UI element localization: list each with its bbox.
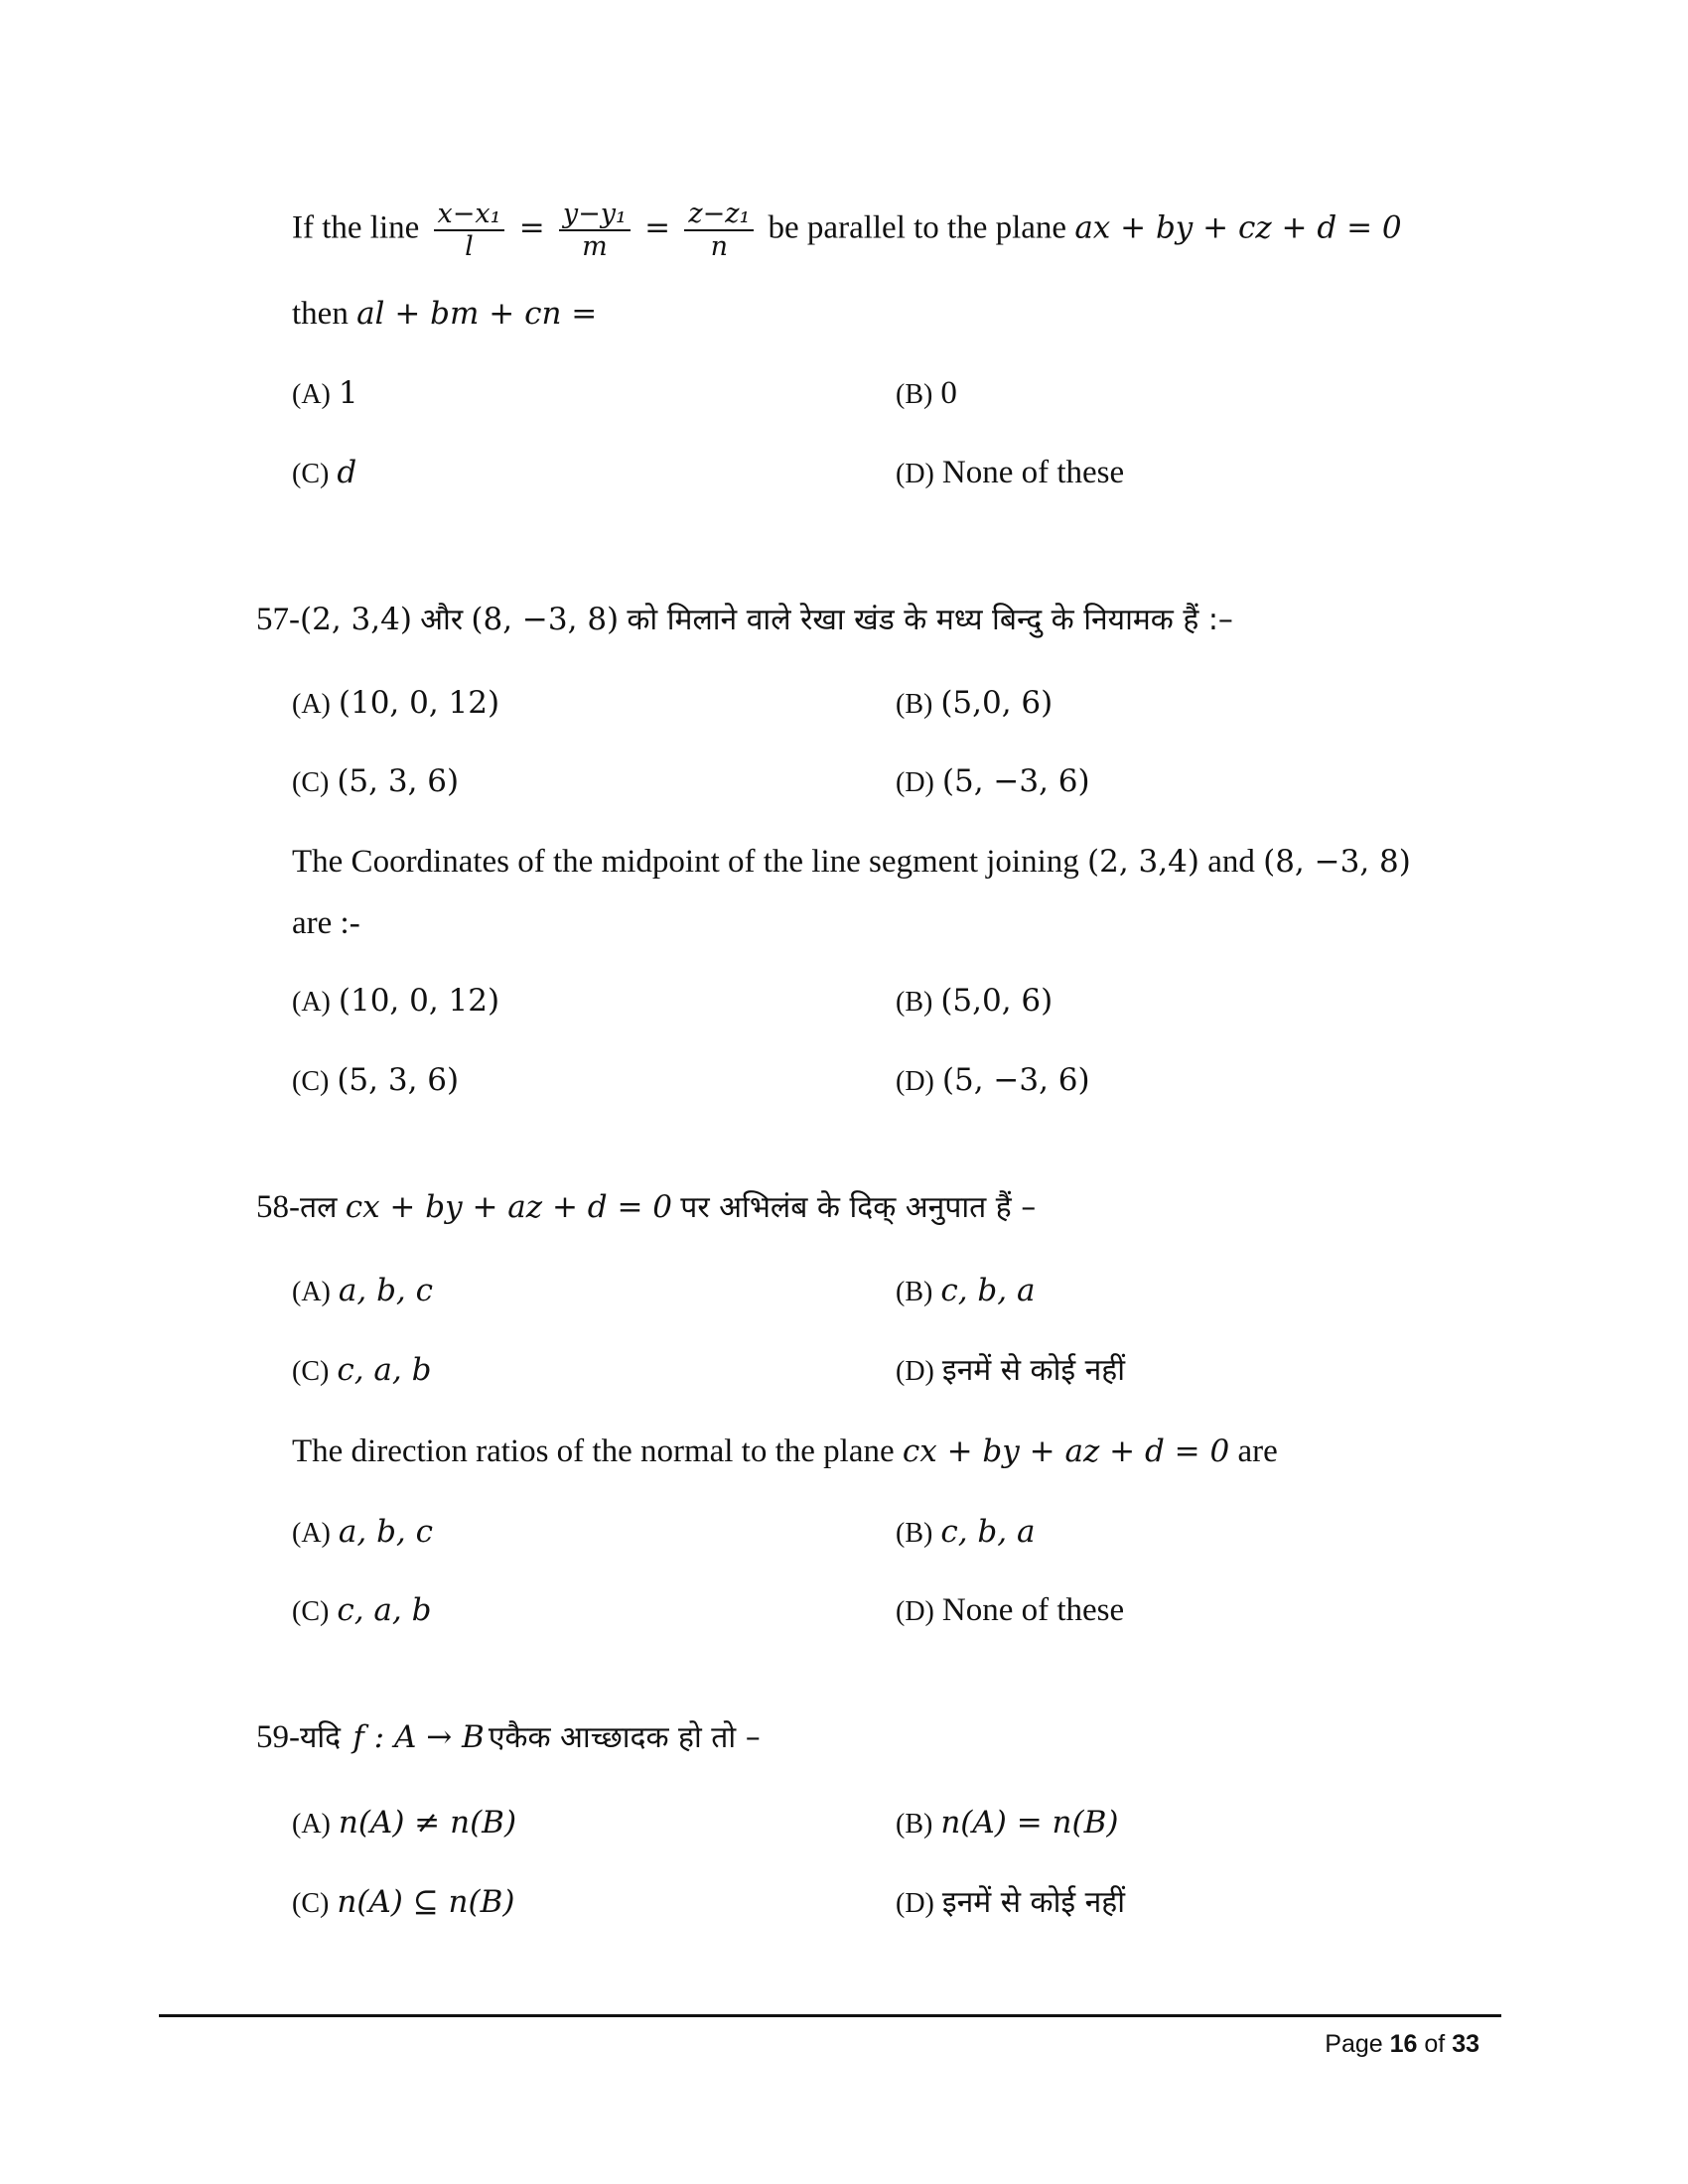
option-label: (C): [292, 1356, 330, 1387]
q59-option-b: [896, 1805, 1119, 1841]
q56-option-b: [896, 375, 957, 411]
q59-number: 59-: [256, 1719, 300, 1755]
option-label: (A): [292, 1277, 331, 1307]
q57-en-point2: (8, −3, 8): [1263, 844, 1411, 880]
q57-en-option-b: [896, 983, 1053, 1019]
option-text: (5, −3, 6): [941, 1062, 1090, 1098]
option-text: c, a, b: [337, 1352, 432, 1388]
option-label: (B): [896, 1809, 933, 1840]
q59-hindi-post: एकैक आच्छादक हो तो –: [488, 1720, 761, 1755]
option-text: None of these: [941, 1592, 1125, 1628]
q58-en-option-c: [292, 1592, 431, 1628]
q57-en-option-c: [292, 1062, 459, 1098]
q57-en-line1: The Coordinates of the midpoint of the line segment joining: [292, 844, 1079, 880]
option-label: (C): [292, 1596, 330, 1627]
option-text: a, b, c: [338, 1273, 433, 1308]
q57-point2: (8, −3, 8): [471, 602, 620, 637]
q58-en-post: are: [1237, 1433, 1278, 1469]
q58-hindi-question: [256, 1189, 1036, 1225]
q57-en-option-a: [292, 983, 499, 1019]
q58-hindi-option-b: [896, 1273, 1035, 1308]
q59-option-d: [896, 1884, 1125, 1920]
option-text: (5,0, 6): [940, 685, 1054, 721]
q58-english-question: [292, 1433, 1278, 1469]
option-text: c, a, b: [337, 1592, 432, 1628]
option-label: (A): [292, 1518, 331, 1549]
q57-hindi-question: [256, 602, 1233, 637]
q56-mid-text: be parallel to the plane: [768, 209, 1067, 246]
q57-en-point1: (2, 3,4): [1087, 844, 1199, 880]
q56-option-c: [292, 455, 356, 490]
q56-frac1-den: l: [465, 231, 474, 263]
q57-point1: (2, 3,4): [300, 602, 412, 637]
option-label: (A): [292, 379, 331, 410]
q56-expression: al + bm + cn =: [356, 296, 598, 332]
q56-fraction-y: [559, 199, 631, 262]
option-label: (C): [292, 459, 330, 489]
option-text: इनमें से कोई नहीं: [941, 1353, 1125, 1388]
q56-plane-eq: ax + by + cz + d = 0: [1074, 209, 1402, 246]
option-text: n(A) ⊆ n(B): [337, 1884, 515, 1920]
option-label: (B): [896, 1277, 933, 1307]
q57-english-question: [292, 844, 1411, 880]
q56-then: then: [292, 296, 349, 332]
option-label: (C): [292, 1066, 330, 1097]
option-text: 0: [940, 375, 957, 411]
q56-fraction-x: [434, 199, 505, 262]
page-of: of: [1424, 2030, 1446, 2058]
option-label: (B): [896, 1518, 933, 1549]
q56-option-d: [896, 455, 1124, 490]
q59-option-c: [292, 1884, 515, 1920]
q58-hindi-option-d: [896, 1352, 1125, 1388]
option-text: (5, 3, 6): [337, 763, 460, 799]
q58-plane-eq: cx + by + az + d = 0: [345, 1189, 673, 1225]
option-text: None of these: [941, 455, 1125, 490]
q57-number: 57-: [256, 602, 300, 637]
q56-fraction-z: [684, 199, 754, 262]
q58-en-pre: The direction ratios of the normal to the plane: [292, 1433, 895, 1469]
option-text: (10, 0, 12): [338, 983, 500, 1019]
q57-hindi-option-c: [292, 763, 459, 799]
option-label: (C): [292, 1888, 330, 1919]
q58-en-plane-eq: cx + by + az + d = 0: [902, 1433, 1230, 1469]
option-text: n(A) = n(B): [940, 1805, 1119, 1841]
option-label: (D): [896, 767, 934, 798]
q58-en-option-d: [896, 1592, 1124, 1628]
option-label: (D): [896, 1066, 934, 1097]
page-total: 33: [1452, 2030, 1479, 2058]
q58-hindi-option-c: [292, 1352, 431, 1388]
q56-eq1: =: [518, 209, 545, 246]
option-label: (A): [292, 1809, 331, 1840]
option-label: (B): [896, 987, 933, 1018]
q56-frac3-den: n: [710, 231, 729, 263]
q56-frac2-den: m: [582, 231, 608, 263]
q56-line1: [292, 199, 1402, 262]
option-text: (5,0, 6): [940, 983, 1054, 1019]
q59-map: f : A → B: [352, 1719, 485, 1755]
option-label: (A): [292, 689, 331, 720]
option-text: c, b, a: [940, 1514, 1036, 1550]
option-label: (D): [896, 1888, 934, 1919]
q57-en-line2: are :-: [292, 905, 360, 941]
footer-divider: [159, 2014, 1501, 2017]
q56-intro: If the line: [292, 209, 420, 246]
option-text: (5, 3, 6): [337, 1062, 460, 1098]
option-text: इनमें से कोई नहीं: [941, 1885, 1125, 1920]
q59-hindi-pre: यदि: [300, 1720, 342, 1755]
q57-en-and: and: [1207, 844, 1255, 880]
q56-frac1-num: x−x₁: [434, 199, 505, 231]
option-text: n(A) ≠ n(B): [338, 1805, 517, 1841]
option-text: d: [337, 455, 357, 490]
q58-hindi-post: पर अभिलंब के दिक् अनुपात हैं –: [680, 1190, 1037, 1225]
option-label: (B): [896, 689, 933, 720]
q58-en-option-b: [896, 1514, 1035, 1550]
page-word: Page: [1325, 2030, 1383, 2058]
q57-hindi-option-b: [896, 685, 1053, 721]
q57-hindi-rest: को मिलाने वाले रेखा खंड के मध्य बिन्दु के नियामक हैं :–: [627, 603, 1233, 637]
q56-frac2-num: y−y₁: [559, 199, 631, 231]
q57-english-question-cont: [292, 905, 360, 941]
q56-frac3-num: z−z₁: [684, 199, 754, 231]
option-text: c, b, a: [940, 1273, 1036, 1308]
q57-hindi-option-d: [896, 763, 1090, 799]
option-label: (D): [896, 1596, 934, 1627]
option-label: (C): [292, 767, 330, 798]
page-number: [1325, 2030, 1479, 2059]
option-label: (A): [292, 987, 331, 1018]
q57-en-option-d: [896, 1062, 1090, 1098]
option-text: (5, −3, 6): [941, 763, 1090, 799]
q56-eq2: =: [644, 209, 671, 246]
option-label: (B): [896, 379, 933, 410]
page-current: 16: [1389, 2030, 1418, 2058]
q59-option-a: [292, 1805, 516, 1841]
q58-number: 58-: [256, 1189, 300, 1225]
q56-line2: [292, 296, 597, 332]
option-text: a, b, c: [338, 1514, 433, 1550]
option-text: 1: [338, 375, 358, 411]
option-text: (10, 0, 12): [338, 685, 500, 721]
q58-hindi-option-a: [292, 1273, 433, 1308]
option-label: (D): [896, 459, 934, 489]
q59-hindi-question: [256, 1719, 761, 1755]
q58-hindi-pre: तल: [300, 1190, 338, 1225]
option-label: (D): [896, 1356, 934, 1387]
q56-option-a: [292, 375, 358, 411]
q57-and: और: [420, 603, 464, 637]
q58-en-option-a: [292, 1514, 433, 1550]
q57-hindi-option-a: [292, 685, 499, 721]
